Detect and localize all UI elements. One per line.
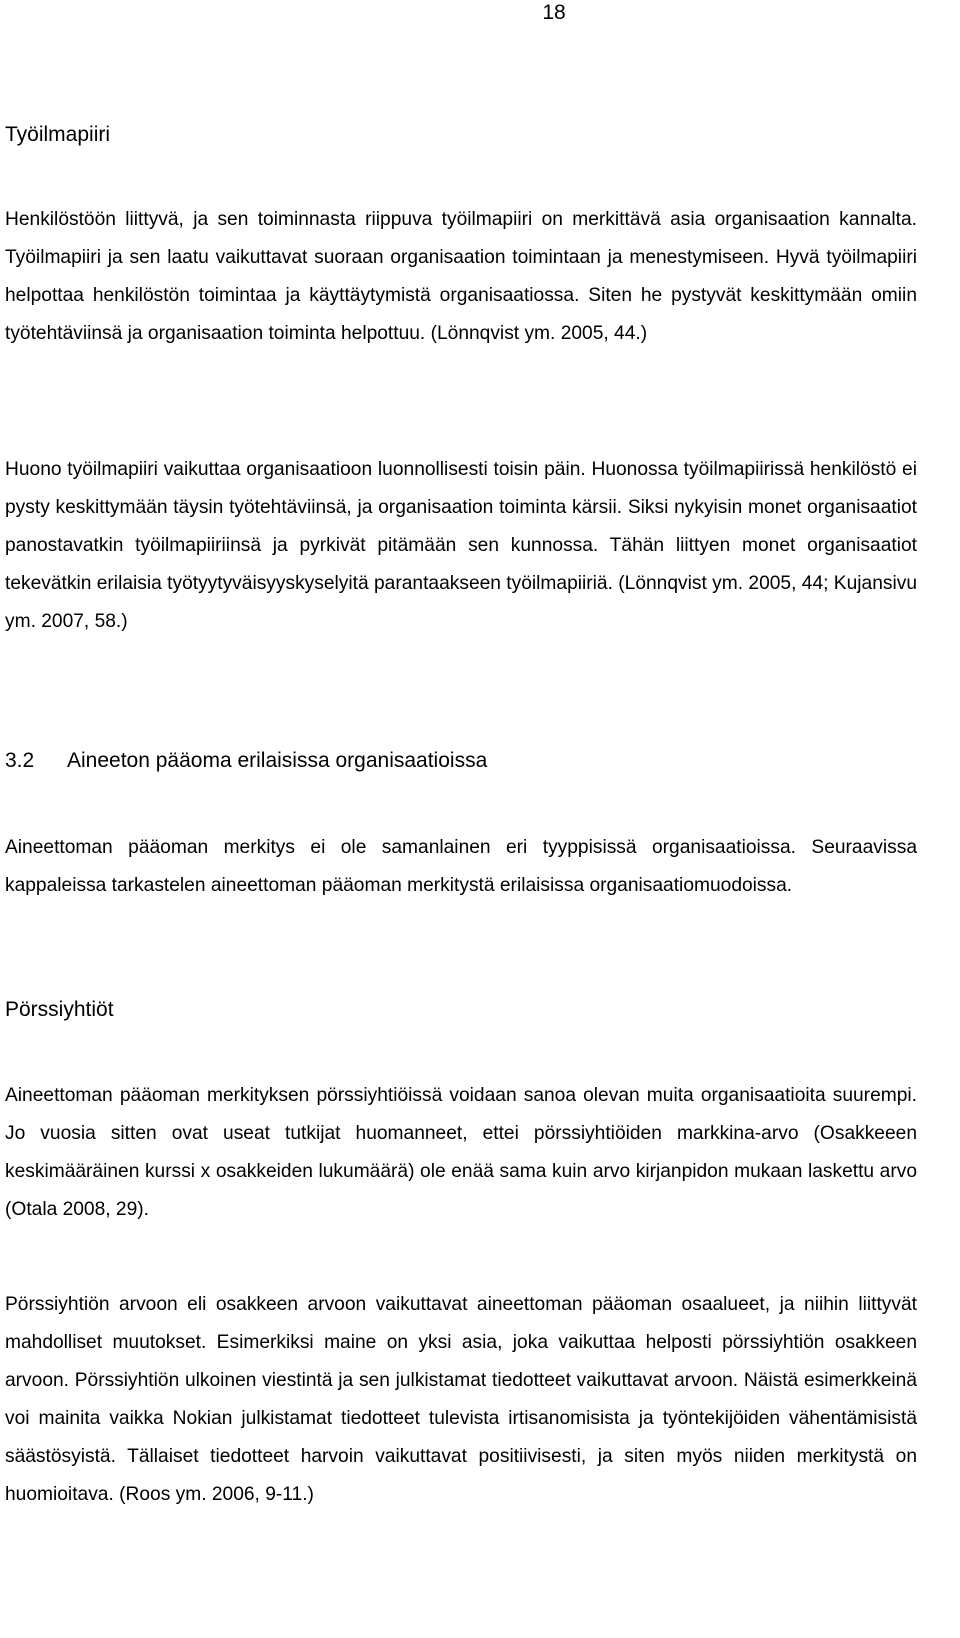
paragraph-4: Aineettoman pääoman merkityksen pörssiyhtiöissä voidaan sanoa olevan muita organisaatioita suurempi. Jo vuosia sitten ovat useat tutkijat huomanneet, ettei pörssiyhtiöiden markkina-arvo (Osakkeeen keskimääräinen kurssi x osakkeiden lukumäärä) ole enää sama kuin arvo kirjanpidon mukaan laskettu arvo (Otala 2008, 29). [5, 1085, 917, 1220]
page-number: 18 [542, 1, 566, 24]
section-heading [5, 748, 487, 774]
paragraph-5: Pörssiyhtiön arvoon eli osakkeen arvoon vaikuttavat aineettoman pääoman osaalueet, ja niihin liittyvät mahdolliset muutokset. Esimerkiksi maine on yksi asia, joka vaikuttaa helposti pörssiyhtiön osakkeen arvoon. Pörssiyhtiön ulkoinen viestintä ja sen julkistamat tiedotteet vaikuttavat arvoon. Näistä esimerkkeinä voi mainita vaikka Nokian julkistamat tiedotteet tulevista irtisanomisista ja työntekijöiden vähentämisistä säästösyistä. Tällaiset tiedotteet harvoin vaikuttavat positiivisesti, ja siten myös niiden merkitystä on huomioitava. (Roos ym. 2006, 9-11.) [5, 1294, 917, 1505]
subheading-porssiyhtiot: Pörssiyhtiöt [5, 998, 114, 1021]
paragraph-2: Huono työilmapiiri vaikuttaa organisaatioon luonnollisesti toisin päin. Huonossa työilmapiirissä henkilöstö ei pysty keskittymään täysin työtehtäviinsä, ja organisaation toiminta kärsii. Siksi nykyisin monet organisaatiot panostavatkin työilmapiiriinsä ja pyrkivät pitämään sen kunnossa. Tähän liittyen monet organisaatiot tekevätkin erilaisia työtyytyväisyyskyselyitä parantaakseen työilmapiiriä. (Lönnqvist ym. 2005, 44; Kujansivu ym. 2007, 58.) [5, 459, 917, 632]
section-title: Aineeton pääoma erilaisissa organisaatioissa [67, 749, 488, 772]
section-number: 3.2 [5, 749, 35, 772]
paragraph-1: Henkilöstöön liittyvä, ja sen toiminnasta riippuva työilmapiiri on merkittävä asia organisaation kannalta. Työilmapiiri ja sen laatu vaikuttavat suoraan organisaation toimintaan ja menestymiseen. Hyvä työilmapiiri helpottaa henkilöstön toimintaa ja käyttäytymistä organisaatiossa. Siten he pystyvät keskittymään omiin työtehtäviinsä ja organisaation toiminta helpottuu. (Lönnqvist ym. 2005, 44.) [5, 209, 917, 344]
subheading-tyoilmapiiri: Työilmapiiri [5, 123, 111, 146]
paragraph-3: Aineettoman pääoman merkitys ei ole samanlainen eri tyyppisissä organisaatioissa. Seuraavissa kappaleissa tarkastelen aineettoman pääoman merkitystä erilaisissa organisaatiomuodoissa. [5, 837, 917, 896]
